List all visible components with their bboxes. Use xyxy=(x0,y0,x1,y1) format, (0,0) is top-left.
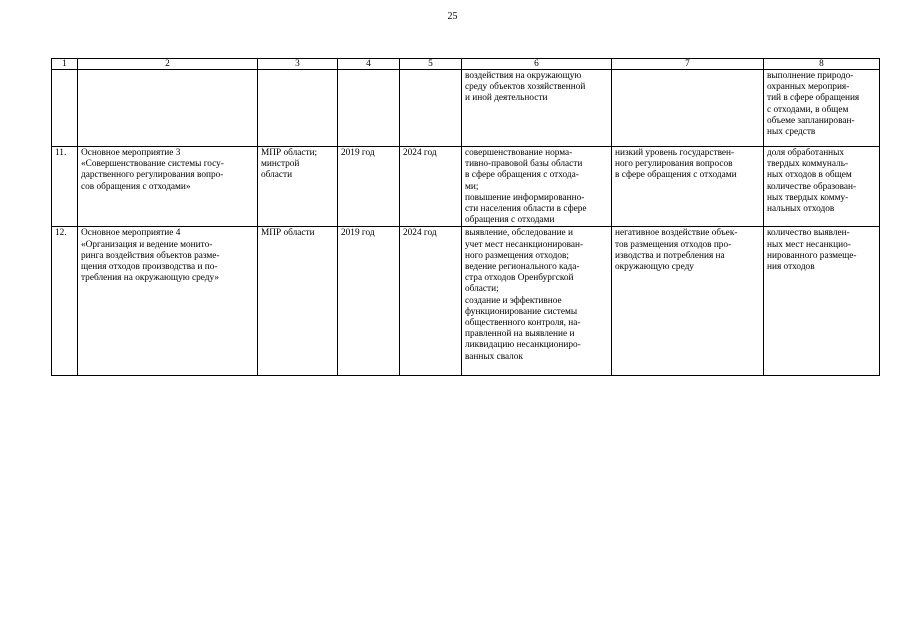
column-header: 7 xyxy=(612,59,764,70)
executor-cell: МПР области xyxy=(258,227,338,376)
consequence-cell: низкий уровень государствен- ного регулирования вопросов в сфере обращения с отходами xyxy=(612,147,764,227)
expected-result-cell: воздействия на окружающую среду объектов хозяйственной и иной деятельности xyxy=(462,70,612,147)
activity-name-cell: Основное мероприятие 3 «Совершенствование системы госу- дарственного регулирования вопро- сов обращения с отходами» xyxy=(78,147,258,227)
indicator-cell: доля обработанных твердых коммуналь- ных отходов в общем количестве образован- ных твердых комму- нальных отходов xyxy=(764,147,880,227)
activities-table xyxy=(51,58,880,376)
expected-result-cell: выявление, обследование и учет мест несанкционирован- ного размещения отходов; ведение регионального када- стра отходов Оренбургской области; создание и эффективное функционирование системы общественного контроля, на- правленной на выявление и ликвидацию несанкциониро- ванных свалок xyxy=(462,227,612,376)
start-year-cell: 2019 год xyxy=(338,147,400,227)
row-number-cell: 11. xyxy=(52,147,78,227)
indicator-cell: выполнение природо- охранных мероприя- тий в сфере обращения с отходами, в общем объеме запланирован- ных средств xyxy=(764,70,880,147)
table-row xyxy=(52,147,880,227)
consequence-cell xyxy=(612,70,764,147)
row-number-cell xyxy=(52,70,78,147)
column-header: 2 xyxy=(78,59,258,70)
start-year-cell xyxy=(338,70,400,147)
expected-result-cell: совершенствование норма- тивно-правовой базы области в сфере обращения с отхода- ми; повышение информированно- сти населения области в сфере обращения с отходами xyxy=(462,147,612,227)
end-year-cell xyxy=(400,70,462,147)
indicator-cell: количество выявлен- ных мест несанкцио- нированного размеще- ния отходов xyxy=(764,227,880,376)
table-header-row xyxy=(52,59,880,70)
end-year-cell: 2024 год xyxy=(400,147,462,227)
start-year-cell: 2019 год xyxy=(338,227,400,376)
page-number: 25 xyxy=(447,11,458,22)
column-header: 4 xyxy=(338,59,400,70)
column-header: 8 xyxy=(764,59,880,70)
activity-name-cell xyxy=(78,70,258,147)
column-header: 6 xyxy=(462,59,612,70)
end-year-cell: 2024 год xyxy=(400,227,462,376)
column-header: 3 xyxy=(258,59,338,70)
activity-name-cell: Основное мероприятие 4 «Организация и ведение монито- ринга воздействия объектов разме- щения отходов производства и по- требления на окружающую среду» xyxy=(78,227,258,376)
column-header: 1 xyxy=(52,59,78,70)
table-row xyxy=(52,227,880,376)
row-number-cell: 12. xyxy=(52,227,78,376)
executor-cell xyxy=(258,70,338,147)
column-header: 5 xyxy=(400,59,462,70)
table-row-continuation xyxy=(52,70,880,147)
executor-cell: МПР области; минстрой области xyxy=(258,147,338,227)
consequence-cell: негативное воздействие объек- тов размещения отходов про- изводства и потребления на окружающую среду xyxy=(612,227,764,376)
